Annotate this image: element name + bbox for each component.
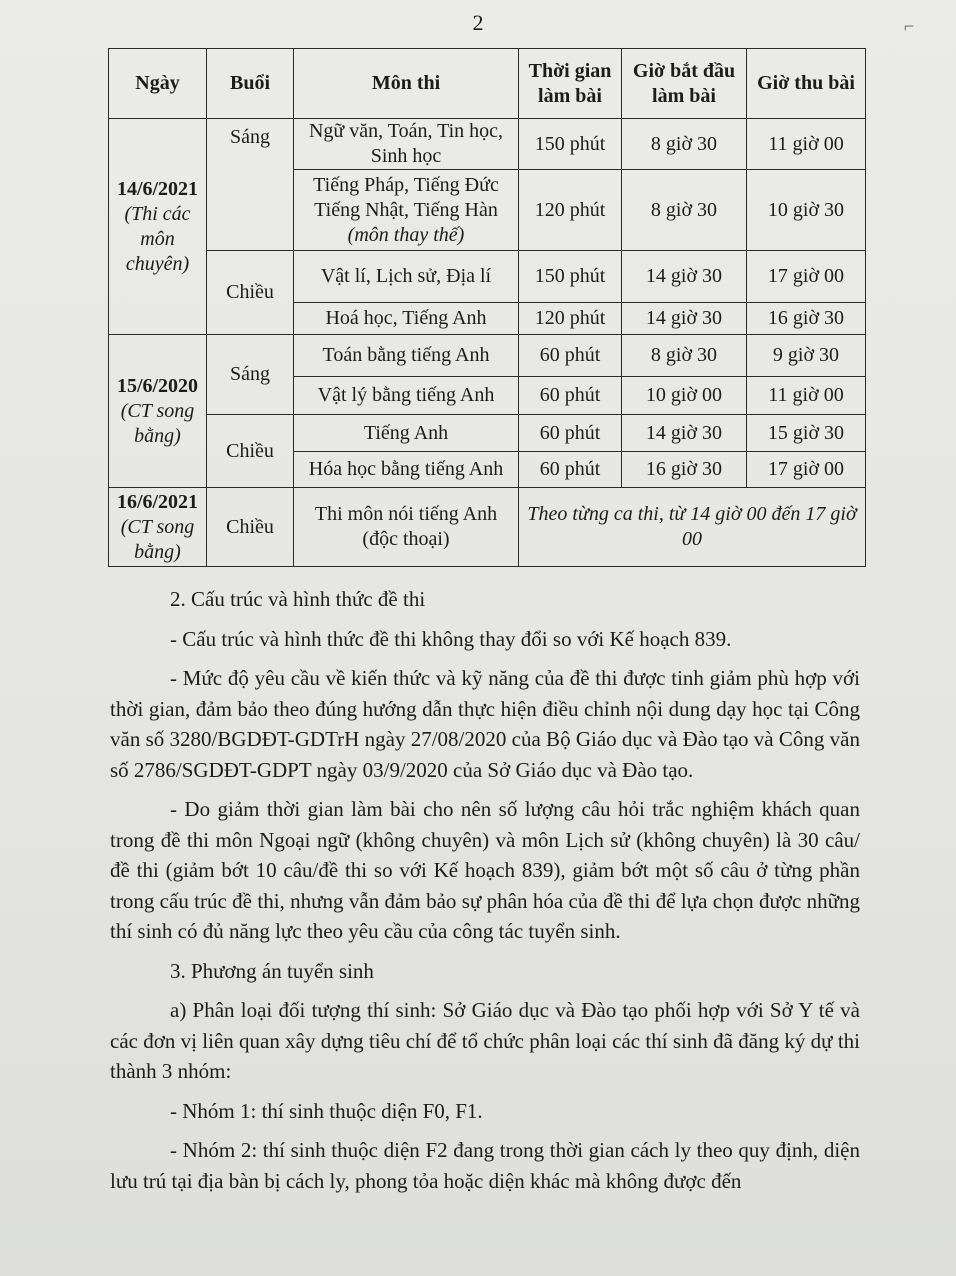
start-cell: 8 giờ 30 [622, 119, 747, 170]
subject-cell: Vật lý bằng tiếng Anh [294, 377, 519, 415]
date-cell [109, 335, 207, 488]
session-cell: Chiều [207, 488, 294, 567]
duration-cell: 60 phút [519, 415, 622, 452]
duration-cell: 60 phút [519, 452, 622, 488]
end-cell: 16 giờ 30 [747, 303, 866, 335]
duration-cell: 60 phút [519, 377, 622, 415]
header-date: Ngày [109, 49, 207, 119]
duration-cell: 120 phút [519, 303, 622, 335]
table-header-row [109, 49, 866, 119]
subject-cell: Hoá học, Tiếng Anh [294, 303, 519, 335]
date-label: 16/6/2021 [116, 490, 199, 513]
start-cell: 14 giờ 30 [622, 251, 747, 303]
table-row [109, 251, 866, 303]
date-note: (CT song bằng) [120, 399, 195, 447]
subject-cell [294, 170, 519, 251]
date-label: 15/6/2020 [116, 374, 199, 397]
end-cell: 9 giờ 30 [747, 335, 866, 377]
start-cell: 14 giờ 30 [622, 303, 747, 335]
start-cell: 10 giờ 00 [622, 377, 747, 415]
exam-schedule-table [108, 48, 866, 567]
start-cell: 8 giờ 30 [622, 335, 747, 377]
paragraph: - Nhóm 1: thí sinh thuộc diện F0, F1. [170, 1098, 483, 1123]
start-cell: 16 giờ 30 [622, 452, 747, 488]
table-row [109, 119, 866, 170]
date-cell [109, 488, 207, 567]
duration-cell: 150 phút [519, 119, 622, 170]
subject-cell: Toán bằng tiếng Anh [294, 335, 519, 377]
subject-cell: Hóa học bằng tiếng Anh [294, 452, 519, 488]
end-cell: 15 giờ 30 [747, 415, 866, 452]
end-cell: 11 giờ 00 [747, 377, 866, 415]
session-cell: Chiều [207, 415, 294, 488]
date-label: 14/6/2021 [116, 177, 199, 200]
duration-cell: 150 phút [519, 251, 622, 303]
header-start: Giờ bắt đầu làm bài [622, 49, 747, 119]
session-cell: Sáng [207, 119, 294, 251]
header-duration: Thời gian làm bài [519, 49, 622, 119]
subject-cell: Thi môn nói tiếng Anh (độc thoại) [294, 488, 519, 567]
paragraph: a) Phân loại đối tượng thí sinh: Sở Giáo dục và Đào tạo phối hợp với Sở Y tế và các đơn vị liên quan xây dựng tiêu chí để tổ chức phân loại các thí sinh đã đăng ký dự thi thành 3 nhóm: [110, 998, 860, 1083]
header-subject: Môn thi [294, 49, 519, 119]
date-cell [109, 119, 207, 335]
table-row [109, 335, 866, 377]
date-note: (CT song bằng) [120, 515, 195, 563]
end-cell: 10 giờ 30 [747, 170, 866, 251]
time-note-cell: Theo từng ca thi, từ 14 giờ 00 đến 17 giờ 00 [519, 488, 866, 567]
header-end: Giờ thu bài [747, 49, 866, 119]
paragraph: - Mức độ yêu cầu về kiến thức và kỹ năng của đề thi được tinh giảm phù hợp với thời gian, đảm bảo theo đúng hướng dẫn thực hiện điều chỉnh nội dung dạy học tại Công văn số 3280/BGDĐT-GDTrH ngày 27/08/2020 của Bộ Giáo dục và Đào tạo và Công văn số 2786/SGDĐT-GDPT ngày 03/9/2020 của Sở Giáo dục và Đào tạo. [110, 666, 860, 782]
end-cell: 17 giờ 00 [747, 452, 866, 488]
end-cell: 17 giờ 00 [747, 251, 866, 303]
paragraph: - Cấu trúc và hình thức đề thi không thay đổi so với Kế hoạch 839. [170, 626, 732, 651]
page-number: 2 [472, 10, 484, 35]
body-text [110, 584, 860, 1205]
start-cell: 14 giờ 30 [622, 415, 747, 452]
end-cell: 11 giờ 00 [747, 119, 866, 170]
header-session: Buổi [207, 49, 294, 119]
subject-cell: Ngữ văn, Toán, Tin học, Sinh học [294, 119, 519, 170]
date-note: (Thi các môn chuyên) [124, 202, 191, 275]
paragraph: - Nhóm 2: thí sinh thuộc diện F2 đang trong thời gian cách ly theo quy định, diện lưu trú tại địa bàn bị cách ly, phong tỏa hoặc diện khác mà không được đến [110, 1138, 860, 1193]
subject-cell: Vật lí, Lịch sử, Địa lí [294, 251, 519, 303]
corner-mark-icon: ⌐ [903, 16, 914, 36]
paragraph: - Do giảm thời gian làm bài cho nên số lượng câu hỏi trắc nghiệm khách quan trong đề thi môn Ngoại ngữ (không chuyên) và môn Lịch sử (không chuyên) là 30 câu/đề thi (giảm bớt 10 câu/đề thi so với Kế hoạch 839), giảm bớt một số câu ở từng phần trong cấu trúc đề thi, nhưng vẫn đảm bảo sự phân hóa của đề thi để lựa chọn được những thí sinh có đủ năng lực theo yêu cầu của công tác tuyển sinh. [110, 797, 860, 943]
start-cell: 8 giờ 30 [622, 170, 747, 251]
table-row [109, 415, 866, 452]
subject-cell: Tiếng Anh [294, 415, 519, 452]
section-3-title: 3. Phương án tuyển sinh [170, 958, 374, 983]
session-cell: Chiều [207, 251, 294, 335]
subject-note: (môn thay thế) [347, 223, 465, 246]
duration-cell: 60 phút [519, 335, 622, 377]
section-2-title: 2. Cấu trúc và hình thức đề thi [170, 587, 426, 611]
subject-text: Tiếng Pháp, Tiếng Đức Tiếng Nhật, Tiếng Hàn [313, 173, 499, 221]
table-row [109, 488, 866, 567]
session-cell: Sáng [207, 335, 294, 415]
duration-cell: 120 phút [519, 170, 622, 251]
